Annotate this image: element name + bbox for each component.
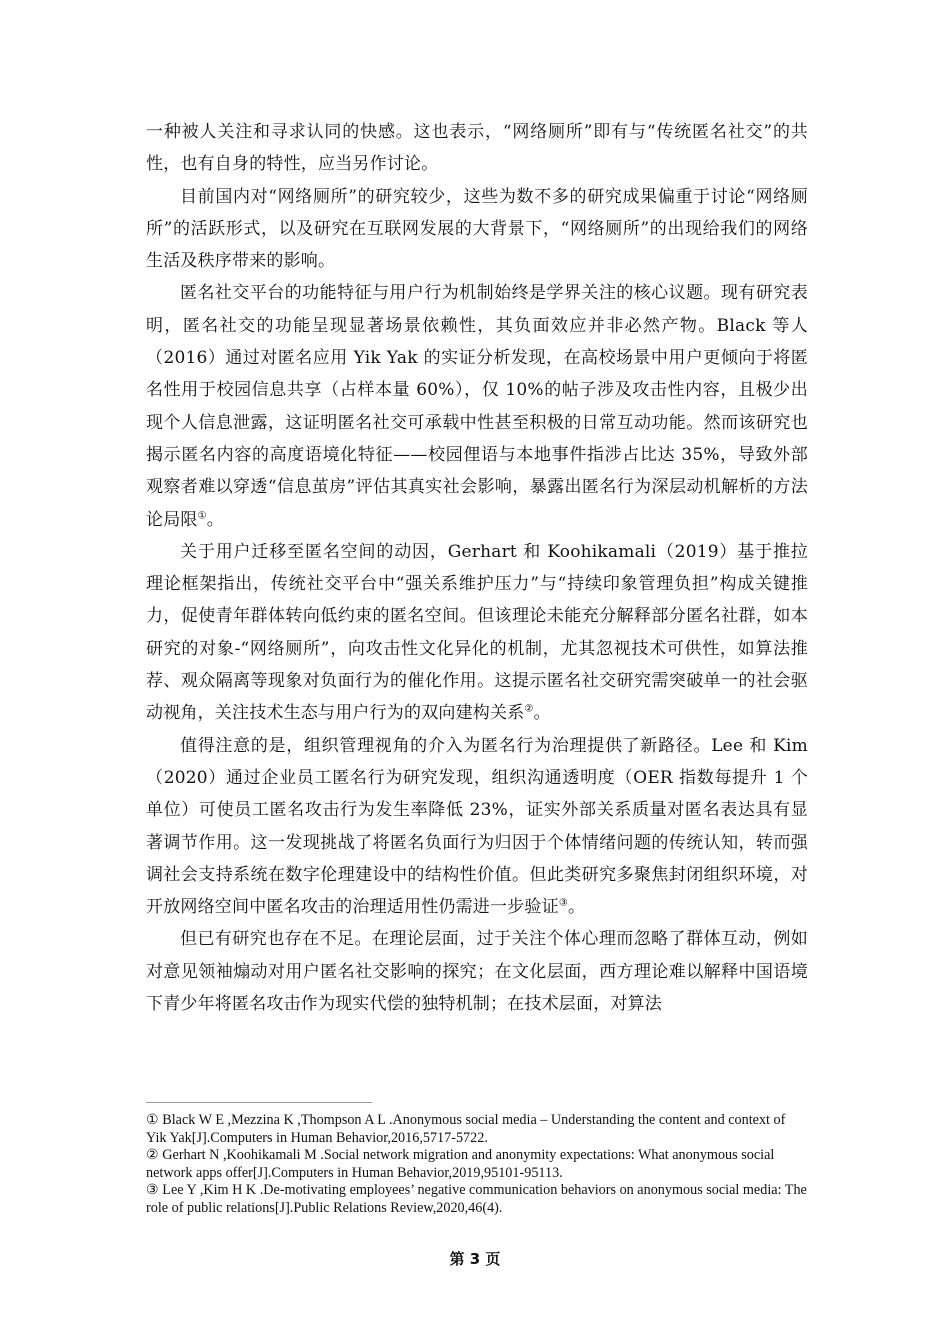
paragraph-text: 值得注意的是，组织管理视角的介入为匿名行为治理提供了新路径。Lee 和 Kim（2020）通过企业员工匿名行为研究发现，组织沟通透明度（OER 指数每提升 1 个单位）可使员工匿名攻击行为发生率降低 23%，证实外部关系质量对匿名表达具有显著调节作用。这一发现挑战了将匿名负面行为归因于个体情绪问题的传统认知，转而强调社会支持系统在数字伦理建设中的结构性价值。但此类研究多聚焦封闭组织环境，对开放网络空间中匿名攻击的治理适用性仍需进一步验证 (146, 735, 808, 918)
footnote-divider (146, 1102, 372, 1103)
paragraph (146, 730, 808, 924)
paragraph (146, 923, 808, 1020)
footnote-marker: ② (146, 1147, 159, 1164)
paragraph-text: 关于用户迁移至匿名空间的动因，Gerhart 和 Koohikamali（2019）基于推拉理论框架指出，传统社交平台中“强关系维护压力”与“持续印象管理负担”构成关键推力，促使青年群体转向低约束的匿名空间。但该理论未能充分解释部分匿名社群，如本研究的对象-“网络厕所”，向攻击性文化异化的机制，尤其忽视技术可供性，如算法推荐、观众隔离等现象对负面行为的催化作用。这提示匿名社交研究需突破单一的社会驱动视角，关注技术生态与用户行为的双向建构关系 (146, 541, 808, 724)
paragraph-text: 目前国内对“网络厕所”的研究较少，这些为数不多的研究成果偏重于讨论“网络厕所”的活跃形式，以及研究在互联网发展的大背景下，“网络厕所”的出现给我们的网络生活及秩序带来的影响。 (146, 186, 808, 272)
footnote (146, 1182, 808, 1217)
page-number: 第 3 页 (449, 1250, 501, 1268)
footnote-reference[interactable]: ① (197, 509, 207, 521)
footnote-text: Lee Y ,Kim H K .De-motivating employees’ negative communication behaviors on anonymous social media: The role of public relations[J].Public Relations Review,2020,46(4). (146, 1182, 807, 1216)
footnote-reference[interactable]: ③ (558, 897, 568, 909)
footnote-marker: ① (146, 1112, 159, 1128)
paragraph-text: 但已有研究也存在不足。在理论层面，过于关注个体心理而忽略了群体互动，例如对意见领袖煽动对用户匿名社交影响的探究；在文化层面，西方理论难以解释中国语境下青少年将匿名攻击作为现实代偿的独特机制；在技术层面，对算法 (146, 929, 808, 1015)
footnote-text: Black W E ,Mezzina K ,Thompson A L .Anonymous social media – Understanding the content and context of Yik Yak[J].Computers in Human Behavior,2016,5717-5722. (146, 1112, 786, 1146)
footnote (146, 1112, 808, 1147)
paragraph-text: 匿名社交平台的功能特征与用户行为机制始终是学界关注的核心议题。现有研究表明，匿名社交的功能呈现显著场景依赖性，其负面效应并非必然产物。Black 等人（2016）通过对匿名应用 Yik Yak 的实证分析发现，在高校场景中用户更倾向于将匿名性用于校园信息共享（占样本量 60%），仅 10%的帖子涉及攻击性内容，且极少出现个人信息泄露，这证明匿名社交可承载中性甚至积极的日常互动功能。然而该研究也揭示匿名内容的高度语境化特征——校园俚语与本地事件指涉占比达 35%，导致外部观察者难以穿透“信息茧房”评估其真实社会影响，暴露出匿名行为深层动机解析的方法论局限 (146, 283, 808, 530)
footnote-text: Gerhart N ,Koohikamali M .Social network migration and anonymity expectations: What anonymous social network apps offer[J].Computers in Human Behavior,2019,95101-95113. (146, 1147, 775, 1181)
paragraph (146, 536, 808, 730)
paragraph-text: 一种被人关注和寻求认同的快感。这也表示，“网络厕所”即有与“传统匿名社交”的共性，也有自身的特性，应当另作讨论。 (146, 122, 808, 175)
paragraph-tail: 。 (533, 703, 551, 724)
paragraph (146, 181, 808, 278)
body-text (146, 116, 808, 1020)
footnote-marker: ③ (146, 1182, 159, 1199)
paragraph (146, 277, 808, 535)
footnotes (146, 1112, 808, 1218)
footnote (146, 1147, 808, 1182)
paragraph-continuation (146, 116, 808, 181)
paragraph-tail: 。 (206, 509, 224, 530)
footnote-reference[interactable]: ② (524, 703, 534, 715)
paragraph-tail: 。 (567, 897, 586, 918)
